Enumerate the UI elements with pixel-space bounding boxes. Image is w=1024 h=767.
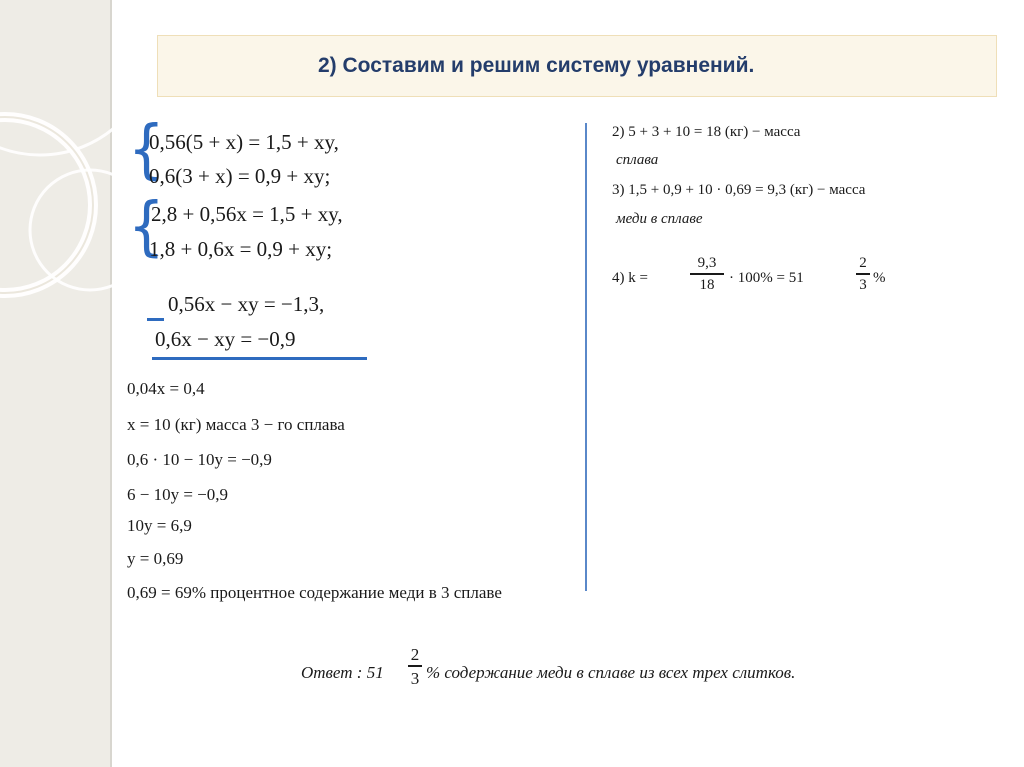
solution-line-3: 0,6 · 10 − 10y = −0,9: [127, 450, 272, 469]
answer-fraction: [408, 646, 422, 687]
system2-brace: {: [128, 190, 165, 264]
step2-line2: сплава: [616, 152, 659, 168]
title-banner: [157, 35, 997, 97]
step4-mixed-denominator: 3: [859, 276, 867, 293]
solution-line-5: 10y = 6,9: [127, 516, 192, 535]
system1-eq2: 0,6(3 + x) = 0,9 + xy;: [149, 164, 331, 188]
step3-line1: 3) 1,5 + 0,9 + 10 · 0,69 = 9,3 (кг) − масса: [612, 182, 866, 198]
step4-mixed-numerator: 2: [859, 255, 867, 271]
answer-prefix: Ответ : 51: [301, 663, 384, 682]
answer-fraction-bar: [408, 665, 422, 667]
step4-middle: · 100% = 51: [729, 270, 804, 286]
column-divider: [585, 123, 587, 591]
answer-fraction-denominator: 3: [410, 668, 420, 688]
answer-fraction-numerator: 2: [410, 645, 420, 664]
step4-mixed-fraction: [856, 256, 870, 293]
step4-fraction: [690, 256, 724, 293]
step4-mixed-bar: [856, 273, 870, 275]
solution-line-4: 6 − 10y = −0,9: [127, 485, 229, 504]
slide-title: 2) Составим и решим систему уравнений.: [318, 54, 755, 77]
solution-line-2: x = 10 (кг) масса 3 − го сплава: [127, 415, 345, 434]
step4-fraction-denominator: 18: [699, 276, 715, 293]
system2-eq2: 1,8 + 0,6x = 0,9 + xy;: [149, 237, 333, 261]
system1-eq1: 0,56(5 + x) = 1,5 + xy,: [149, 130, 339, 154]
step4-suffix: %: [873, 270, 886, 286]
step4-fraction-bar: [690, 273, 724, 275]
step4-prefix: 4) k =: [612, 270, 648, 286]
system2-eq1: 2,8 + 0,56x = 1,5 + xy,: [151, 202, 343, 226]
solution-line-6: y = 0,69: [127, 549, 184, 568]
step4-fraction-numerator: 9,3: [697, 255, 717, 271]
subtraction-eq1: 0,56x − xy = −1,3,: [168, 292, 325, 316]
subtraction-underline: [152, 357, 367, 360]
system1-brace: {: [128, 113, 165, 187]
answer-suffix: % содержание меди в сплаве из всех трех слитков.: [426, 663, 796, 682]
solution-line-1: 0,04x = 0,4: [127, 379, 205, 398]
step2-line1: 2) 5 + 3 + 10 = 18 (кг) − масса: [612, 124, 801, 140]
step3-line2: меди в сплаве: [616, 211, 703, 227]
solution-line-7: 0,69 = 69% процентное содержание меди в 3 сплаве: [127, 583, 502, 602]
subtraction-minus-sign: [147, 318, 164, 321]
subtraction-eq2: 0,6x − xy = −0,9: [155, 327, 296, 351]
